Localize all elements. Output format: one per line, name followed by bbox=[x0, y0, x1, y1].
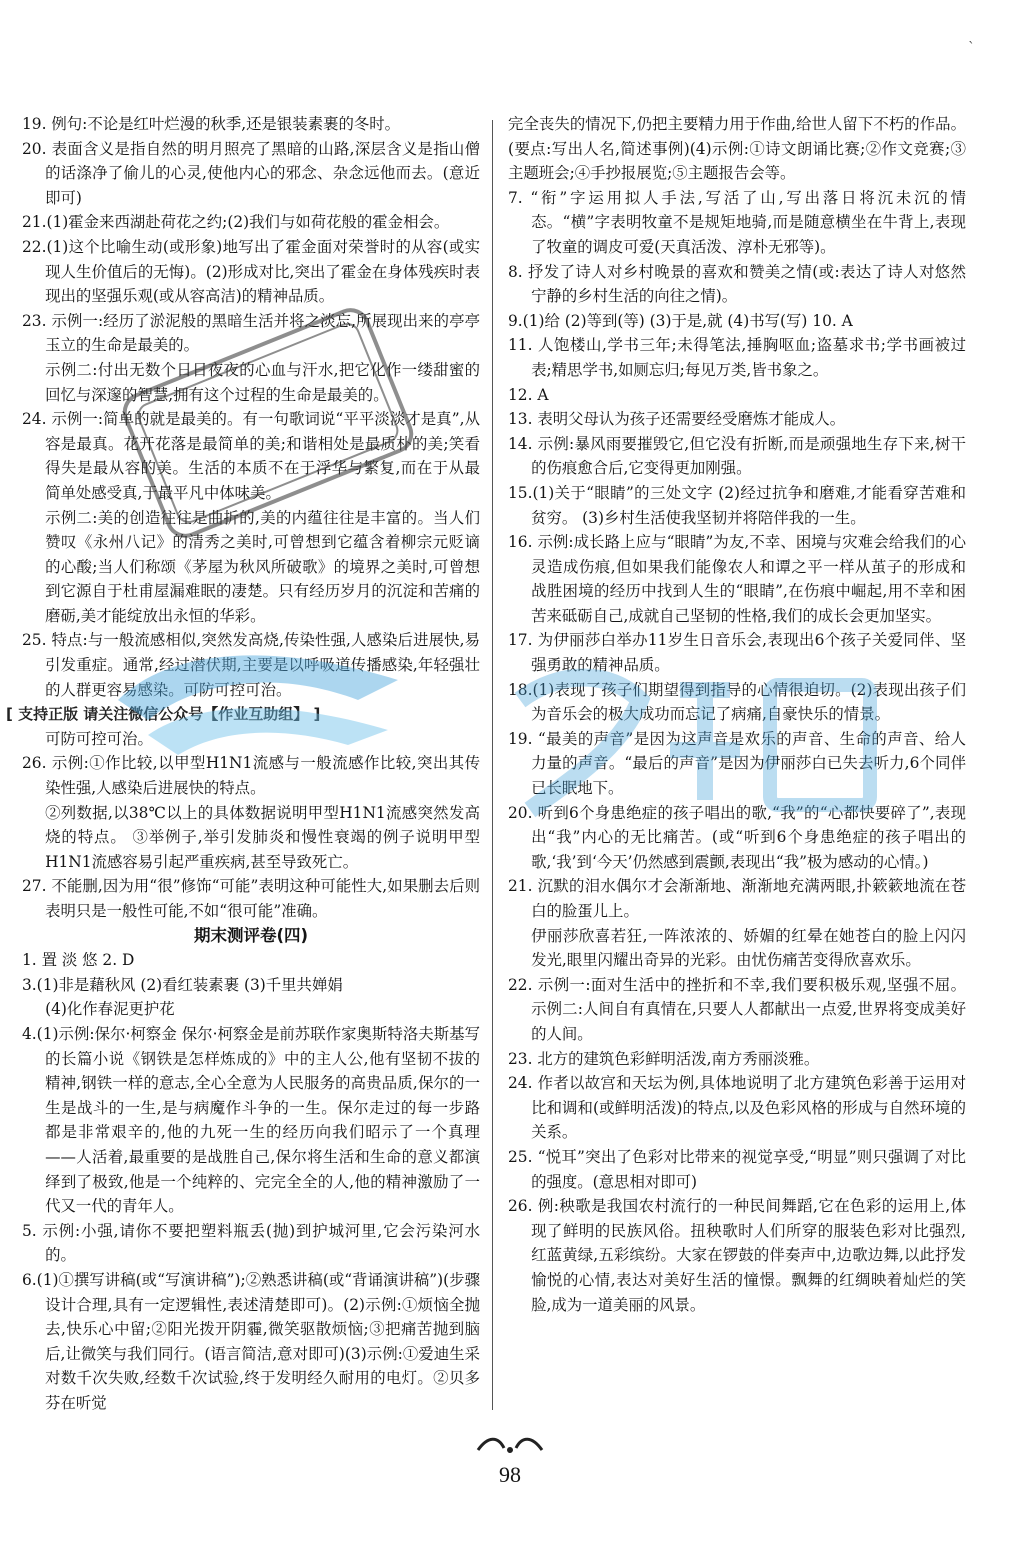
answer-3-cont: (4)化作春泥更护花 bbox=[45, 1000, 175, 1019]
left-column bbox=[6, 112, 480, 1415]
page-number: 98 bbox=[499, 1462, 521, 1487]
answer-17: 17. 为伊丽莎白举办11岁生日音乐会,表现出6个孩子关爱同伴、坚强勇敢的精神品质。 bbox=[508, 631, 966, 675]
answer-20: 20. 表面含义是指自然的明月照亮了黑暗的山路,深层含义是指山僧的话涤净了偷儿的心灵,使他内心的邪念、杂念远他而去。(意近即可) bbox=[22, 139, 480, 207]
answer-22: 22.(1)这个比喻生动(或形象)地写出了霍金面对荣誉时的从容(或实现人生价值后的无悔)。(2)形成对比,突出了霍金在身体残疾时表现出的坚强乐观(或从容高洁)的精神品质。 bbox=[22, 237, 480, 306]
answer-23-example-2: 示例二:付出无数个日日夜夜的心血与汗水,把它化作一缕甜蜜的回忆与深邃的智慧,拥有这个过程的生命是最美的。 bbox=[45, 360, 480, 404]
answer-19-right: 19. “最美的声音”是因为这声音是欢乐的声音、生命的声音、给人力量的声音。“最后的声音”是因为伊丽莎白已失去听力,6个同伴已长眠地下。 bbox=[508, 729, 966, 798]
answer-13: 13. 表明父母认为孩子还需要经受磨炼才能成人。 bbox=[508, 410, 846, 429]
answer-26-right: 26. 例:秧歌是我国农村流行的一种民间舞蹈,它在色彩的运用上,体现了鲜明的民族风俗。扭秧歌时人们所穿的服装色彩对比强烈,红蓝黄绿,五彩缤纷。大家在锣鼓的伴奏声中,边歌边舞,以此抒发愉悦的心情,表达对美好生活的憧憬。飘舞的红绸映着灿烂的笑脸,成为一道美丽的风景。 bbox=[508, 1197, 966, 1314]
corner-mark: ` bbox=[968, 40, 975, 56]
answer-16: 16. 示例:成长路上应与“眼睛”为友,不幸、困境与灾难会给我们的心灵造成伤痕,但如果我们能像农人和谭之平一样从茧子的形成和战胜困境的经历中找到人生的“眼睛”,在伤痕中崛起,用不幸和困苦来砥砺自己,成就自己坚韧的性格,我们的成长会更加坚实。 bbox=[508, 533, 966, 625]
promo-banner: [ 支持正版 请关注微信公众号【作业互助组】 ] bbox=[6, 705, 321, 724]
answer-21-right-cont: 伊丽莎欣喜若狂,一阵浓浓的、娇媚的红晕在她苍白的脸上闪闪发光,眼里闪耀出奇异的光彩。由忧伤痛苦变得欣喜欢乐。 bbox=[531, 926, 966, 970]
answer-24-right: 24. 作者以故宫和天坛为例,具体地说明了北方建筑色彩善于运用对比和调和(或鲜明活泼)的特点,以及色彩风格的形成与自然环境的关系。 bbox=[508, 1074, 966, 1142]
answer-25: 25. 特点:与一般流感相似,突然发高烧,传染性强,人感染后进展快,易引发重症。通常,经过潜伏期,主要是以呼吸道传播感染,年轻强壮的人群更容易感染。可防可控可治。 bbox=[22, 631, 480, 699]
answer-3: 3.(1)非是藉秋风 (2)看红装素裹 (3)千里共婵娟 bbox=[22, 975, 343, 994]
right-column bbox=[508, 112, 966, 1317]
answer-26: 26. 示例:①作比较,以甲型H1N1流感与一般流感作比较,突出其传染性强,人感染后进展快的特点。 bbox=[22, 754, 480, 798]
answer-21-right: 21. 沉默的泪水偶尔才会渐渐地、渐渐地充满两眼,扑簌簌地流在苍白的脸蛋儿上。 bbox=[508, 877, 966, 920]
answer-4: 4.(1)示例:保尔·柯察金 保尔·柯察金是前苏联作家奥斯特洛夫斯基写的长篇小说《钢铁是怎样炼成的》中的主人公,他有坚韧不拔的精神,钢铁一样的意志,全心全意为人民服务的高贵品质,保尔的一生是战斗的一生,是与病魔作斗争的一生。保尔走过的每一步路都是非常艰辛的,他的九死一生的经历向我们昭示了一个真理——人活着,最重要的是战胜自己,保尔将生活和生命的意义都演绎到了极致,他是一个纯粹的、完完全全的人,他的精神激励了一代又一代的青年人。 bbox=[22, 1024, 480, 1216]
column-divider bbox=[492, 120, 493, 1410]
answer-26-cont: ②列数据,以38℃以上的具体数据说明甲型H1N1流感突然发高烧的特点。 ③举例子,举引发肺炎和慢性衰竭的例子说明甲型H1N1流感容易引起严重疾病,甚至导致死亡。 bbox=[45, 803, 480, 871]
page-ornament-icon bbox=[470, 1432, 550, 1458]
answer-24-example-1: 24. 示例一:简单的就是最美的。有一句歌词说“平平淡淡才是真”,从容是最真。花开花落是最简单的美;和谐相处是最质朴的美;笑看得失是最从容的美。生活的本质不在于浮华与繁复,而在于从最简单处感受真,于最平凡中体味美。 bbox=[22, 410, 480, 502]
answer-14: 14. 示例:暴风雨要摧毁它,但它没有折断,而是顽强地生存下来,树干的伤痕愈合后,它变得更加刚强。 bbox=[508, 434, 966, 478]
answer-25-right: 25. “悦耳”突出了色彩对比带来的视觉享受,“明显”则只强调了对比的强度。(意思相对即可) bbox=[508, 1147, 966, 1191]
answer-21: 21.(1)霍金来西湖赴荷花之约;(2)我们与如荷花般的霍金相会。 bbox=[22, 213, 450, 232]
answer-20-right: 20. 听到6个身患绝症的孩子唱出的歌,“我”的“心都快要碎了”,表现出“我”内心的无比痛苦。(或“听到6个身患绝症的孩子唱出的歌,‘我’到‘今天’仍然感到震颤,表现出“我”极为感动的心情。) bbox=[508, 803, 966, 871]
answer-23-right: 23. 北方的建筑色彩鲜明活泼,南方秀丽淡雅。 bbox=[508, 1049, 820, 1068]
answer-12: 12. A bbox=[508, 385, 549, 404]
answer-22-right: 22. 示例一:面对生活中的挫折和不幸,我们要积极乐观,坚强不屈。示例二:人间自有真情在,只要人人都献出一点爱,世界将变成美好的人间。 bbox=[508, 975, 966, 1043]
answer-27: 27. 不能删,因为用“很”修饰“可能”表明这种可能性大,如果删去后则表明只是一般性可能,不如“很可能”准确。 bbox=[22, 877, 480, 920]
answer-18: 18.(1)表现了孩子们期望得到指导的心情很迫切。(2)表现出孩子们为音乐会的极大成功而忘记了病痛,自豪快乐的情景。 bbox=[508, 680, 966, 724]
answer-5: 5. 示例:小强,请你不要把塑料瓶丢(抛)到护城河里,它会污染河水的。 bbox=[22, 1221, 480, 1265]
answer-25-tail: 可防可控可治。 bbox=[45, 729, 153, 748]
answer-1-2: 1. 置 淡 悠 2. D bbox=[22, 951, 135, 970]
answer-19: 19. 例句:不论是红叶烂漫的秋季,还是银装素裹的冬时。 bbox=[22, 115, 401, 133]
answer-11: 11. 人饱楼山,学书三年;未得笔法,捶胸呕血;盗墓求书;学书画被过表;精思学书,如厕忘归;每见万类,皆书象之。 bbox=[508, 336, 966, 379]
answer-24-example-2: 示例二:美的创造往往是曲折的,美的内蕴往往是丰富的。当人们赞叹《永州八记》的清秀之美时,可曾想到它蕴含着柳宗元贬谪的心酸;当人们称颂《茅屋为秋风所破歌》的境界之美时,可曾想到它源自于杜甫屋漏难眠的凄楚。只有经历岁月的沉淀和苦痛的磨砺,美才能绽放出永恒的华彩。 bbox=[45, 508, 480, 625]
answer-8: 8. 抒发了诗人对乡村晚景的喜欢和赞美之情(或:表达了诗人对悠然宁静的乡村生活的向往之情)。 bbox=[508, 262, 966, 306]
answer-23-example-1: 23. 示例一:经历了淤泥般的黑暗生活并将之淡忘,所展现出来的亭亭玉立的生命是最美的。 bbox=[22, 311, 480, 355]
answer-9-10: 9.(1)给 (2)等到(等) (3)于是,就 (4)书写(写) 10. A bbox=[508, 311, 853, 330]
answer-15: 15.(1)关于“眼睛”的三处文字 (2)经过抗争和磨难,才能看穿苦难和贫穷。 (3)乡村生活使我坚韧并将陪伴我的一生。 bbox=[508, 483, 966, 527]
answer-7: 7. “衔”字运用拟人手法,写活了山,写出落日将沉未沉的情态。“横”字表明牧童不是规矩地骑,而是随意横坐在牛背上,表现了牧童的调皮可爱(天真活泼、淳朴无邪等)。 bbox=[508, 188, 966, 256]
answer-6: 6.(1)①撰写讲稿(或“写演讲稿”);②熟悉讲稿(或“背诵演讲稿”)(步骤设计合理,具有一定逻辑性,表述清楚即可)。(2)示例:①烦恼全抛去,快乐心中留;②阳光拨开阴霾,微笑驱散烦恼;③把痛苦抛到脑后,让微笑与我们同行。(语言简洁,意对即可)(3)示例:①爱迪生采对数千次失败,经数千次试验,终于发明经久耐用的电灯。②贝多芬在听觉 bbox=[22, 1270, 480, 1412]
section-title: 期末测评卷(四) bbox=[193, 925, 309, 945]
answer-6-cont: 完全丧失的情况下,仍把主要精力用于作曲,给世人留下不朽的作品。(要点:写出人名,简述事例)(4)示例:①诗文朗诵比赛;②作文竞赛;③主题班会;④手抄报展览;⑤主题报告会等。 bbox=[508, 115, 966, 183]
